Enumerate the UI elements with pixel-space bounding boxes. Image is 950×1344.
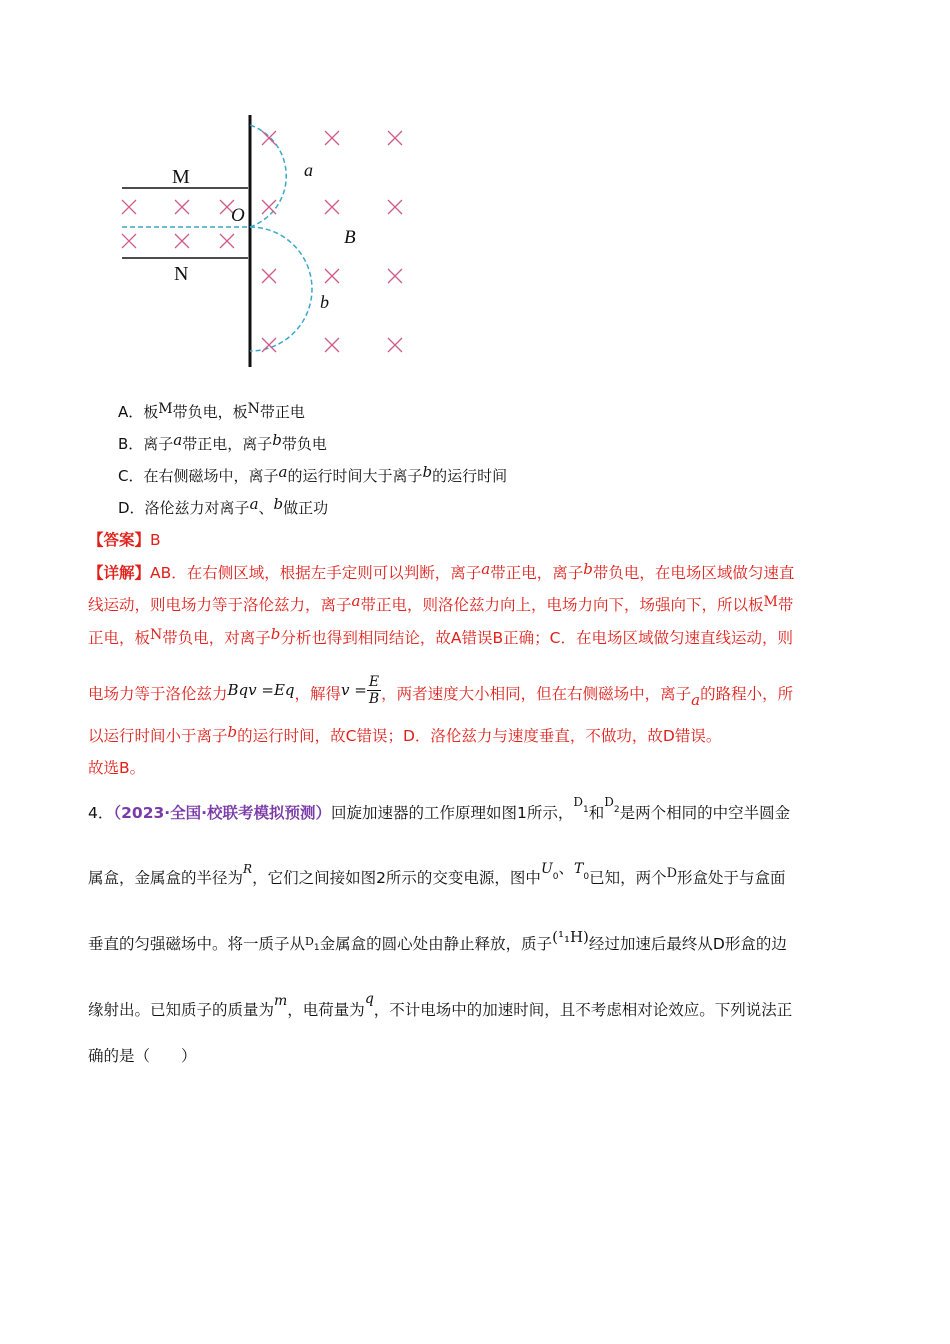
detail-line-1: 【详解】AB．在右侧区域，根据左手定则可以判断，离子a带正电，离子b带负电，在电场区域做匀速直: [88, 560, 795, 582]
option-c: C．在右侧磁场中，离子a的运行时间大于离子b的运行时间: [118, 463, 508, 485]
q4-line-2: 属盒，金属盒的半径为$^R$，它们之间接如图2所示的交变电源，图中$U_0$、$T_0$已知，两个$^D$形盒处于与盒面: [88, 859, 786, 887]
q4-line-5: 确的是（ ）: [88, 1047, 197, 1065]
detail-line-5: 以运行时间小于离子b的运行时间，故C错误；D．洛伦兹力与速度垂直，不做功，故D错误。: [88, 723, 722, 745]
q4-source: （2023·全国·校联考模拟预测）: [113, 804, 332, 822]
label-o: O: [231, 205, 245, 226]
label-b-ion: b: [320, 292, 329, 312]
proton-symbol: (¹₁H): [552, 928, 589, 946]
detail-line-2: 线运动，则电场力等于洛伦兹力，离子a带正电，则洛伦兹力向上，电场力向下，场强向下，所以板M带: [88, 592, 794, 614]
q4-line-3: 垂直的匀强磁场中。将一质子从$^D_1$金属盒的圆心处由静止释放，质子(¹₁H)经过加速后最终从D形盒的边: [88, 928, 787, 954]
ion-path: [122, 125, 312, 351]
option-d: D．洛伦兹力对离子a、b做正功: [118, 495, 329, 517]
detail-line-4: 电场力等于洛伦兹力Bqv =Eq，解得v = $\frac{E}{B}$ ，两者速度大小相同，但在右侧磁场中，离子a的路程小，所: [88, 674, 794, 709]
detail-line-6: 故选B。: [88, 759, 146, 777]
option-b: B．离子a带正电，离子b带负电: [118, 431, 327, 453]
equation-bqv-eq: Bqv =Eq: [227, 681, 295, 699]
magnetic-field-diagram: [110, 110, 430, 375]
answer: 【答案】B: [88, 531, 161, 549]
label-m: M: [172, 166, 190, 188]
magnetic-field-crosses: [122, 131, 402, 352]
label-n: N: [174, 263, 189, 285]
label-a-ion: a: [304, 160, 313, 180]
q4-line-4: 缘射出。已知质子的质量为m，电荷量为q，不计电场中的加速时间，且不考虑相对论效应。下列说法正: [88, 991, 793, 1019]
fraction-e-over-b: $\frac{E}{B}$: [368, 674, 380, 707]
label-b-field: B: [344, 227, 356, 248]
option-a: A．板M带负电，板N带正电: [118, 401, 305, 421]
q4-line-1: 4．（2023·全国·校联考模拟预测）回旋加速器的工作原理如图1所示，$^D_1$和$^D_2$是两个相同的中空半圆金: [88, 795, 791, 822]
detail-line-3: 正电，板N带负电，对离子b分析也得到相同结论，故A错误B正确；C．在电场区域做匀速直线运动，则: [88, 625, 793, 647]
